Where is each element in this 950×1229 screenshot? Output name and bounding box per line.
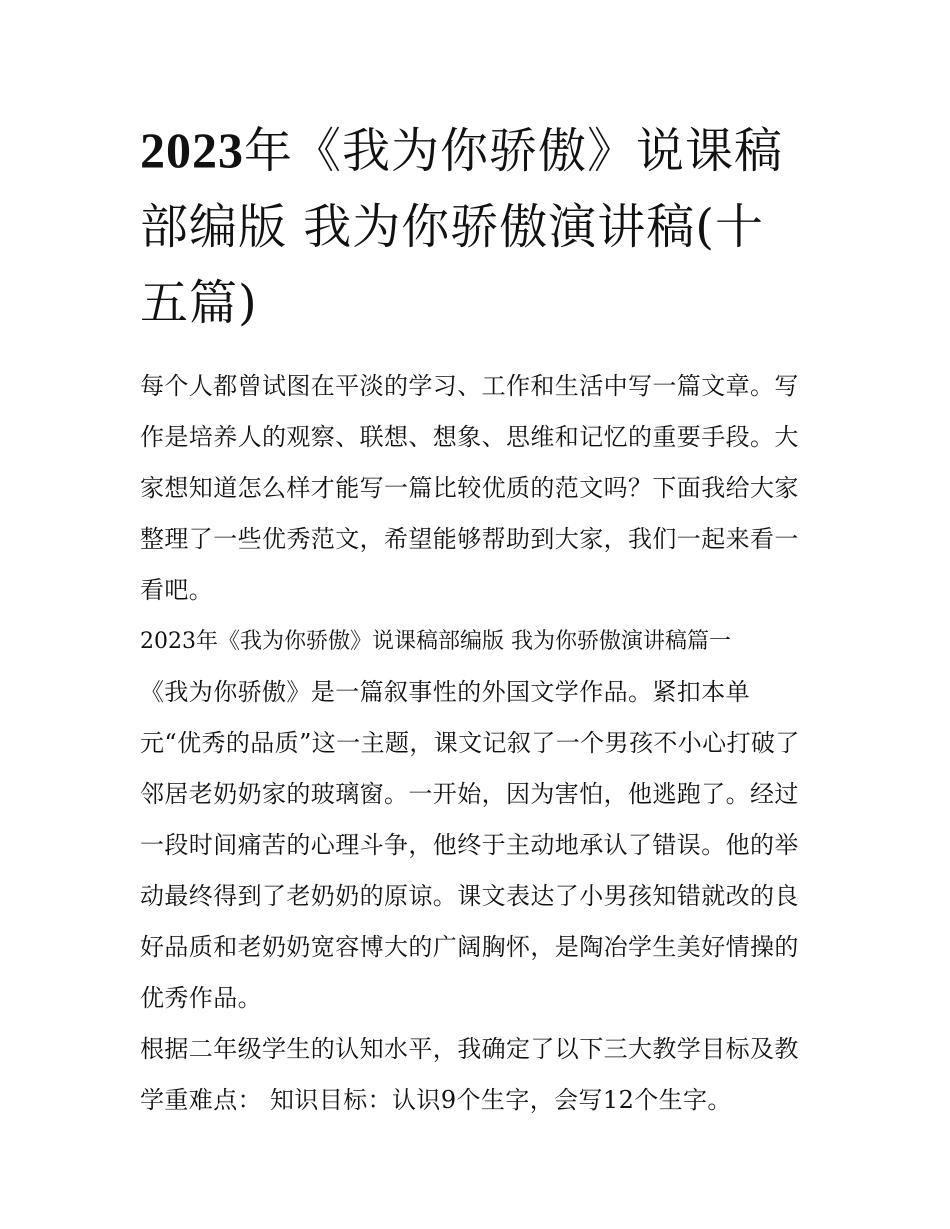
title-year: 2023 <box>140 122 244 178</box>
document-page <box>140 112 812 1126</box>
intro-paragraph: 每个人都曾试图在平淡的学习、工作和生活中写一篇文章。写作是培养人的观察、联想、想象、思维和记忆的重要手段。大家想知道怎么样才能写一篇比较优质的范文吗？下面我给大家整理了一些优秀范文，希望能够帮助到大家，我们一起来看一看吧。 <box>140 372 799 604</box>
paragraph-2: 根据二年级学生的认知水平，我确定了以下三大教学目标及教学重难点： 知识目标：认识9个生字，会写12个生字。 <box>140 1035 799 1114</box>
section-heading: 2023年《我为你骄傲》说课稿部编版 我为你骄傲演讲稿篇一 <box>140 629 731 654</box>
paragraph-1-first-line: 《我为你骄傲》是一篇叙事性的外国文学作品。紧扣本单 <box>140 678 750 706</box>
document-title <box>140 112 812 341</box>
title-text: 年《我为你骄傲》说课稿部编版 我为你骄傲演讲稿(十五篇) <box>140 123 784 331</box>
paragraph-1-body: 元“优秀的品质”这一主题，课文记叙了一个男孩不小心打破了邻居老奶奶家的玻璃窗。一开始，因为害怕，他逃跑了。经过一段时间痛苦的心理斗争，他终于主动地承认了错误。他的举动最终得到了老奶奶的原谅。课文表达了小男孩知错就改的良好品质和老奶奶宽容博大的广阔胸怀，是陶冶学生美好情操的优秀作品。 <box>140 729 800 1012</box>
